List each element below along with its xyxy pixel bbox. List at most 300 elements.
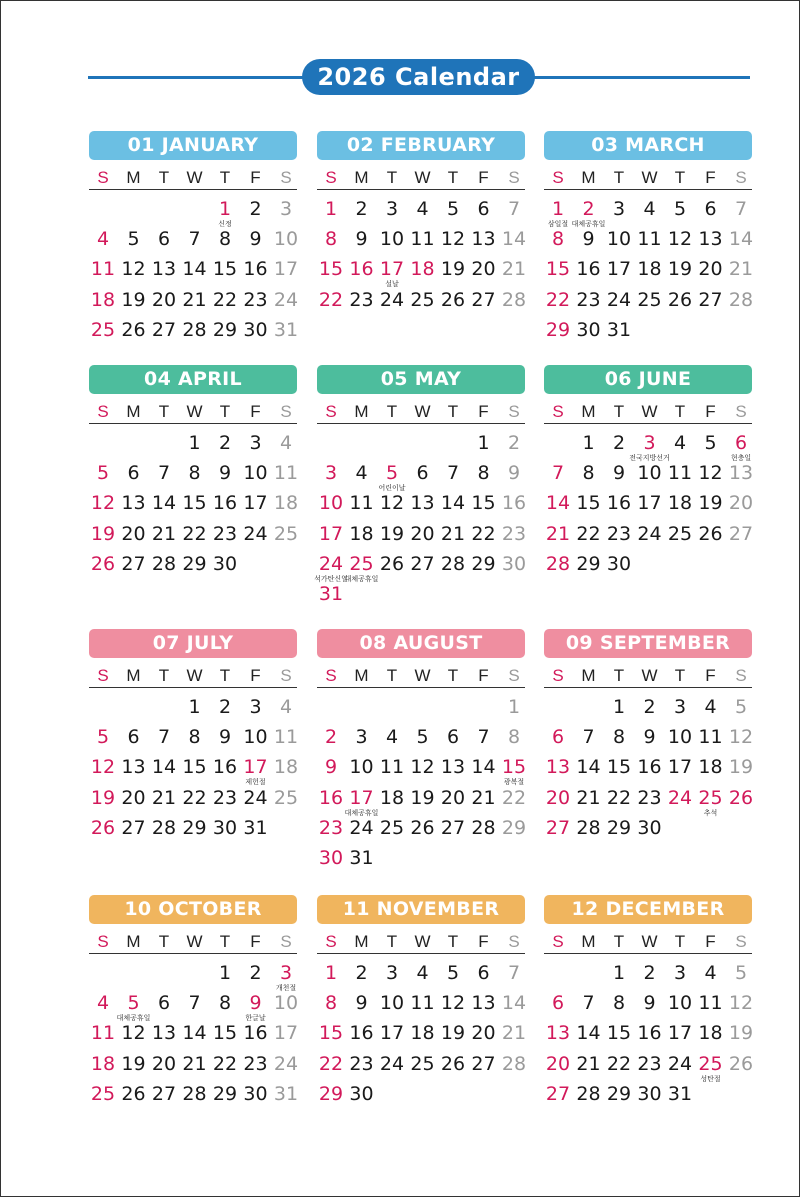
day-cell [271, 1018, 301, 1048]
day-cell [726, 224, 756, 254]
day-number: 4 [643, 198, 656, 220]
day-number: 3 [279, 198, 293, 220]
day-cell [88, 783, 118, 813]
day-cell [180, 988, 210, 1018]
day-number: 15 [212, 258, 238, 281]
day-cell [119, 549, 149, 579]
day-number: 30 [637, 816, 662, 839]
day-cell [271, 254, 301, 284]
day-cell [210, 315, 240, 345]
day-cell [241, 194, 271, 224]
day-number: 17 [243, 492, 268, 515]
day-cell [696, 458, 726, 488]
day-number: 4 [96, 992, 110, 1015]
day-cell [119, 315, 149, 345]
day-number: 30 [243, 318, 268, 341]
day-cell [604, 488, 634, 518]
day-cell [499, 428, 529, 458]
day-number: 1 [218, 962, 232, 984]
day-number: 11 [349, 492, 374, 515]
day-number: 27 [151, 1082, 177, 1105]
day-number: 25 [349, 552, 374, 575]
holiday-label: 추석 [703, 809, 718, 817]
day-number: 25 [698, 786, 723, 809]
day-cell [408, 458, 438, 488]
day-cell [377, 783, 407, 813]
day-number: 18 [698, 756, 723, 779]
day-number: 6 [477, 198, 490, 220]
day-cell [726, 722, 756, 752]
day-cell [635, 519, 665, 549]
day-cell [149, 519, 179, 549]
day-number: 29 [501, 816, 527, 839]
day-number: 10 [667, 992, 693, 1015]
day-number: 13 [545, 756, 571, 779]
day-cell [347, 519, 377, 549]
day-cell [180, 519, 210, 549]
weekday-label: T [674, 666, 686, 685]
day-number: 5 [127, 228, 140, 251]
day-number: 24 [379, 1052, 405, 1075]
day-number: 25 [379, 816, 405, 839]
holiday-label: 전국지방선거 [629, 455, 670, 462]
weekday-header [544, 167, 752, 190]
day-cell [180, 813, 210, 843]
day-number: 27 [121, 552, 146, 575]
weekday-label: S [97, 666, 109, 685]
day-number: 14 [576, 756, 601, 779]
day-number: 24 [349, 816, 374, 839]
day-cell [88, 813, 118, 843]
day-cell [377, 488, 407, 518]
day-number: 13 [440, 756, 466, 779]
weekday-header [544, 401, 752, 424]
weekday-label: T [219, 932, 231, 951]
month-header: 09 SEPTEMBER [544, 629, 752, 658]
day-number: 17 [606, 258, 632, 281]
day-cell [635, 1049, 665, 1079]
day-cell [119, 1049, 149, 1079]
day-number: 12 [728, 992, 754, 1015]
day-number: 3 [612, 198, 626, 220]
day-number: 3 [385, 962, 399, 984]
day-number: 30 [243, 1082, 268, 1105]
holiday-label: 현충일 [730, 455, 752, 462]
day-cell [438, 722, 468, 752]
day-number: 21 [182, 1052, 207, 1075]
day-cell [665, 224, 695, 254]
day-number: 28 [471, 816, 496, 839]
day-cell [635, 813, 665, 843]
day-number: 6 [157, 228, 171, 251]
day-cell [210, 1049, 240, 1079]
day-number: 16 [243, 1022, 268, 1045]
weekday-header [89, 931, 297, 954]
day-number: 26 [440, 1052, 466, 1075]
day-number: 15 [182, 492, 207, 515]
day-cell [88, 254, 118, 284]
day-number: 13 [545, 1022, 571, 1045]
day-number: 1 [324, 962, 338, 984]
day-cell [635, 692, 665, 722]
weekday-label: W [186, 932, 203, 951]
day-number: 16 [637, 1022, 662, 1045]
day-number: 6 [477, 962, 490, 984]
day-cell [241, 428, 271, 458]
day-cell [469, 285, 499, 315]
day-cell [180, 752, 210, 782]
day-number: 16 [349, 258, 374, 281]
day-number: 11 [698, 726, 723, 749]
day-number: 3 [643, 432, 656, 454]
day-cell [604, 428, 634, 458]
day-number: 13 [410, 492, 435, 515]
day-number: 30 [212, 552, 238, 575]
day-cell [347, 1079, 377, 1109]
day-number: 29 [318, 1082, 344, 1105]
day-cell [665, 194, 695, 224]
day-cell [347, 194, 377, 224]
day-number: 10 [243, 462, 268, 485]
weekday-label: S [735, 932, 747, 951]
day-cell [438, 783, 468, 813]
day-cell [316, 579, 346, 609]
day-cell [543, 488, 573, 518]
day-cell [271, 488, 301, 518]
day-cell [438, 285, 468, 315]
day-number: 11 [379, 756, 405, 779]
day-cell [149, 254, 179, 284]
day-number: 11 [273, 726, 299, 749]
day-cell [149, 1079, 179, 1109]
day-cell [574, 488, 604, 518]
day-cell [241, 488, 271, 518]
month-header: 08 AUGUST [317, 629, 525, 658]
day-cell [726, 194, 756, 224]
day-cell [696, 1049, 726, 1083]
weekday-label: M [354, 402, 369, 421]
weekday-label: W [641, 666, 658, 685]
day-cell [271, 519, 301, 549]
day-cell [377, 813, 407, 843]
day-cell [316, 813, 346, 843]
day-cell [469, 254, 499, 284]
day-number: 9 [507, 462, 521, 485]
day-cell [210, 488, 240, 518]
day-number: 17 [379, 258, 405, 281]
day-number: 19 [410, 786, 435, 809]
day-number: 6 [704, 198, 717, 220]
day-cell [726, 488, 756, 518]
day-cell [499, 224, 529, 254]
day-number: 5 [673, 198, 687, 220]
day-number: 8 [507, 726, 521, 749]
day-number: 13 [121, 492, 146, 515]
day-number: 4 [385, 726, 399, 749]
day-cell [726, 692, 756, 722]
day-cell [271, 752, 301, 782]
day-number: 1 [324, 198, 338, 220]
day-number: 14 [182, 1022, 207, 1045]
day-number: 9 [249, 992, 262, 1015]
day-number: 27 [440, 816, 466, 839]
day-number: 14 [545, 492, 571, 515]
holiday-label: 대체공휴일 [571, 221, 606, 228]
day-cell [377, 958, 407, 988]
day-cell [377, 224, 407, 254]
day-cell [210, 1079, 240, 1109]
day-cell [210, 285, 240, 315]
day-number: 1 [551, 198, 565, 220]
day-cell [665, 1049, 695, 1079]
weekday-label: T [158, 168, 170, 187]
day-number: 2 [643, 696, 656, 718]
day-cell [543, 783, 573, 813]
day-cell [210, 692, 240, 722]
day-number: 20 [545, 786, 571, 809]
day-number: 3 [355, 726, 368, 749]
day-cell [408, 194, 438, 224]
day-number: 8 [551, 228, 565, 251]
day-number: 16 [212, 756, 238, 779]
day-cell [210, 254, 240, 284]
day-cell [438, 958, 468, 988]
day-cell [149, 488, 179, 518]
weekday-label: S [280, 666, 292, 685]
day-cell [344, 783, 379, 817]
day-cell [635, 783, 665, 813]
day-cell [149, 224, 179, 254]
day-cell [408, 752, 438, 782]
day-number: 21 [728, 258, 754, 281]
month-header: 12 DECEMBER [544, 895, 752, 924]
day-cell [574, 458, 604, 488]
day-cell [408, 549, 438, 579]
day-cell [88, 988, 118, 1018]
day-number: 16 [637, 756, 662, 779]
day-number: 15 [212, 1022, 238, 1045]
day-number: 14 [151, 756, 177, 779]
day-cell [604, 194, 634, 224]
day-number: 24 [318, 552, 344, 575]
day-cell [604, 1079, 634, 1109]
day-number: 22 [576, 522, 601, 545]
day-number: 2 [249, 198, 262, 220]
day-number: 16 [606, 492, 632, 515]
weekday-label: S [97, 402, 109, 421]
day-number: 21 [576, 786, 601, 809]
day-number: 27 [471, 1052, 496, 1075]
month-block [89, 629, 299, 839]
day-cell [241, 813, 271, 843]
weekday-header [89, 167, 297, 190]
day-number: 7 [157, 726, 171, 749]
month-block [544, 895, 754, 1105]
day-number: 2 [249, 962, 262, 984]
day-cell [88, 1018, 118, 1048]
day-cell [316, 1018, 346, 1048]
day-cell [347, 1049, 377, 1079]
day-cell [316, 988, 346, 1018]
holiday-label: 어린이날 [378, 485, 406, 493]
day-number: 28 [182, 1082, 207, 1105]
day-number: 26 [90, 816, 116, 839]
day-cell [180, 1018, 210, 1048]
day-cell [88, 722, 118, 752]
day-number: 23 [606, 522, 632, 545]
day-number: 18 [273, 756, 299, 779]
day-cell [347, 752, 377, 782]
day-cell [88, 1049, 118, 1079]
day-number: 10 [273, 228, 299, 251]
day-cell [696, 722, 726, 752]
weekday-label: S [552, 932, 564, 951]
day-number: 4 [416, 198, 429, 220]
day-number: 10 [667, 726, 693, 749]
day-cell [726, 1018, 756, 1048]
day-cell [377, 194, 407, 224]
day-number: 10 [606, 228, 632, 251]
day-cell [347, 458, 377, 488]
weekday-header [544, 931, 752, 954]
day-cell [543, 722, 573, 752]
day-number: 14 [471, 756, 496, 779]
day-number: 10 [379, 228, 405, 251]
day-cell [665, 722, 695, 752]
holiday-label: 개천절 [275, 985, 297, 992]
day-cell [696, 254, 726, 284]
month-block [317, 895, 527, 1105]
day-cell [210, 224, 240, 254]
day-cell [726, 519, 756, 549]
day-number: 27 [698, 288, 723, 311]
day-cell [438, 224, 468, 254]
day-cell [271, 722, 301, 752]
day-cell [347, 813, 377, 843]
day-number: 26 [121, 1082, 146, 1105]
day-number: 7 [734, 198, 748, 220]
day-number: 23 [501, 522, 527, 545]
weekday-label: F [478, 402, 489, 421]
day-cell [665, 254, 695, 284]
day-cell [574, 254, 604, 284]
day-cell [119, 722, 149, 752]
day-number: 28 [576, 816, 601, 839]
day-cell [377, 458, 407, 493]
day-cell [408, 988, 438, 1018]
day-number: 8 [612, 726, 626, 749]
day-cell [88, 285, 118, 315]
day-cell [316, 458, 346, 488]
weekday-label: W [641, 402, 658, 421]
day-cell [574, 752, 604, 782]
day-cell [543, 1079, 573, 1109]
day-cell [210, 752, 240, 782]
day-cell [88, 315, 118, 345]
day-number: 27 [728, 522, 754, 545]
day-cell [119, 519, 149, 549]
day-number: 8 [612, 992, 626, 1015]
day-cell [119, 783, 149, 813]
day-number: 18 [410, 1022, 435, 1045]
day-cell [574, 428, 604, 458]
weekday-label: S [508, 168, 520, 187]
day-number: 29 [182, 816, 207, 839]
day-number: 8 [477, 462, 490, 485]
weekday-header [544, 665, 752, 688]
day-number: 31 [243, 816, 268, 839]
weekday-label: S [735, 666, 747, 685]
day-number: 8 [324, 992, 338, 1015]
day-cell [377, 519, 407, 549]
day-cell [438, 549, 468, 579]
day-number: 25 [273, 786, 299, 809]
day-number: 25 [667, 522, 693, 545]
day-number: 14 [151, 492, 177, 515]
day-cell [316, 958, 346, 988]
day-cell [119, 488, 149, 518]
holiday-label: 제헌절 [245, 779, 266, 787]
day-cell [604, 458, 634, 488]
day-number: 29 [606, 816, 632, 839]
day-cell [408, 783, 438, 813]
weekday-label: T [386, 168, 398, 187]
day-number: 29 [212, 1082, 238, 1105]
day-cell [119, 285, 149, 315]
day-cell [347, 722, 377, 752]
day-cell [408, 958, 438, 988]
day-cell [469, 813, 499, 843]
day-number: 11 [90, 258, 116, 281]
day-number: 24 [243, 786, 268, 809]
day-cell [180, 722, 210, 752]
day-cell [241, 458, 271, 488]
day-number: 11 [637, 228, 662, 251]
day-cell [604, 1049, 634, 1079]
day-number: 31 [606, 318, 632, 341]
day-number: 29 [212, 318, 238, 341]
day-number: 22 [501, 786, 527, 809]
day-number: 28 [151, 552, 177, 575]
day-number: 20 [151, 288, 177, 311]
day-number: 11 [698, 992, 723, 1015]
day-number: 7 [477, 726, 490, 749]
day-cell [665, 752, 695, 782]
day-cell [499, 549, 529, 579]
day-cell [180, 1049, 210, 1079]
day-cell [241, 958, 271, 988]
day-cell [347, 843, 377, 873]
day-cell [571, 194, 606, 228]
day-cell [499, 1049, 529, 1079]
day-number: 13 [151, 1022, 177, 1045]
day-number: 8 [188, 462, 201, 485]
day-number: 16 [501, 492, 527, 515]
day-cell [635, 1079, 665, 1109]
day-cell [604, 224, 634, 254]
day-cell [149, 813, 179, 843]
day-cell [438, 813, 468, 843]
day-cell [726, 428, 756, 462]
day-cell [635, 722, 665, 752]
day-number: 13 [471, 992, 496, 1015]
day-number: 12 [667, 228, 693, 251]
day-cell [604, 549, 634, 579]
day-number: 17 [667, 1022, 693, 1045]
day-number: 2 [612, 432, 626, 454]
day-cell [119, 1079, 149, 1109]
weekday-label: M [354, 666, 369, 685]
